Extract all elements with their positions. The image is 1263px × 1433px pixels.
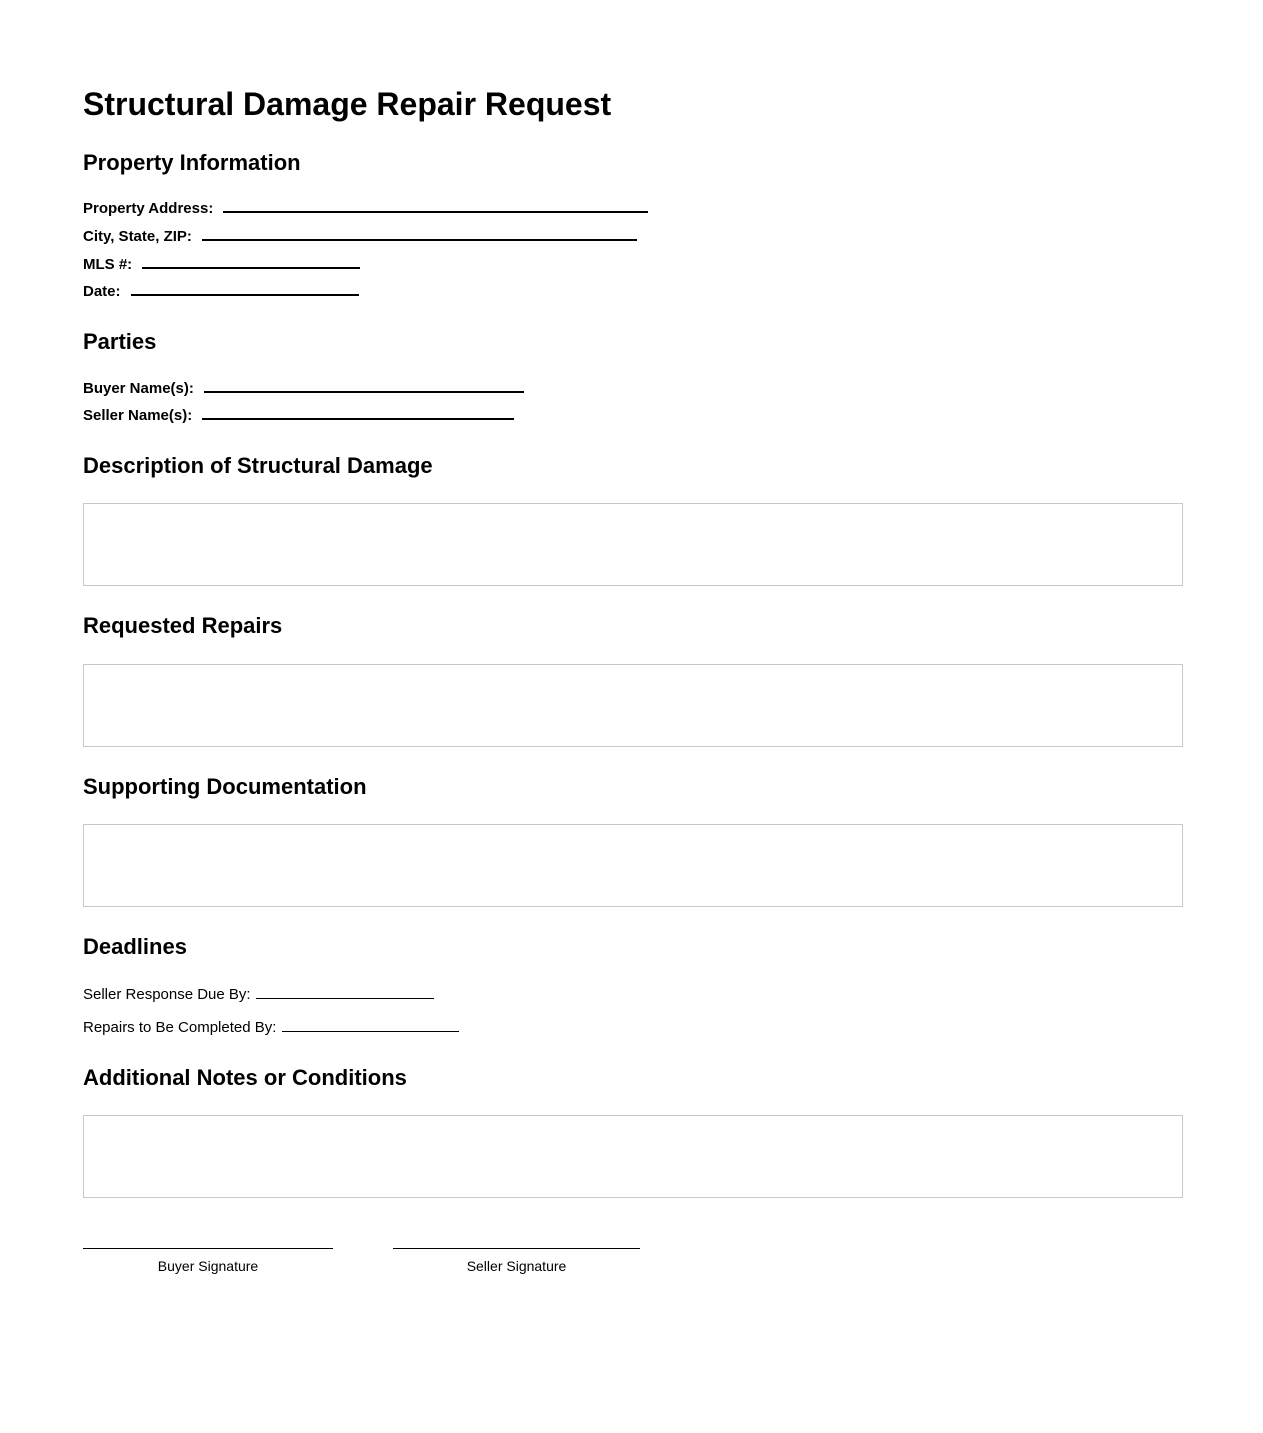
- document-content: [83, 86, 1183, 1275]
- seller-response-due-blank[interactable]: [256, 986, 434, 999]
- property-address-blank[interactable]: [223, 200, 648, 213]
- field-row-seller-response-due: [83, 985, 1183, 1005]
- requested-repairs-textbox[interactable]: [83, 664, 1183, 747]
- section-heading-supporting-documentation: Supporting Documentation: [83, 773, 367, 799]
- repairs-completed-by-blank[interactable]: [282, 1019, 459, 1032]
- section-heading-deadlines: Deadlines: [83, 934, 187, 960]
- field-row-buyer-name: [83, 380, 1183, 399]
- seller-response-due-label: Seller Response Due By:: [83, 985, 251, 1003]
- buyer-name-blank[interactable]: [204, 380, 524, 393]
- field-row-seller-name: [83, 407, 1183, 426]
- supporting-documentation-textbox[interactable]: [83, 824, 1183, 907]
- mls-number-blank[interactable]: [142, 256, 360, 269]
- mls-number-label: MLS #:: [83, 255, 133, 273]
- date-label: Date:: [83, 283, 121, 301]
- signature-row: [83, 1248, 1183, 1275]
- repairs-completed-by-label: Repairs to Be Completed By:: [83, 1019, 277, 1037]
- city-state-zip-label: City, State, ZIP:: [83, 227, 192, 245]
- section-heading-parties: Parties: [83, 329, 157, 355]
- buyer-signature-block: [83, 1248, 333, 1275]
- seller-signature-block: [393, 1248, 640, 1275]
- section-heading-property-information: Property Information: [83, 149, 301, 175]
- document-title: Structural Damage Repair Request: [83, 86, 612, 122]
- description-of-damage-textbox[interactable]: [83, 503, 1183, 586]
- field-row-repairs-completed-by: [83, 1018, 1183, 1038]
- buyer-name-label: Buyer Name(s):: [83, 379, 194, 397]
- buyer-signature-line[interactable]: [83, 1248, 333, 1249]
- section-heading-additional-notes: Additional Notes or Conditions: [83, 1064, 407, 1090]
- field-row-city-state-zip: [83, 228, 1183, 247]
- seller-name-blank[interactable]: [202, 407, 514, 420]
- date-blank[interactable]: [131, 283, 359, 296]
- seller-name-label: Seller Name(s):: [83, 407, 193, 425]
- seller-signature-label: Seller Signature: [466, 1258, 567, 1275]
- field-row-date: [83, 283, 1183, 302]
- buyer-signature-label: Buyer Signature: [157, 1258, 259, 1275]
- field-row-mls-number: [83, 256, 1183, 275]
- section-heading-requested-repairs: Requested Repairs: [83, 613, 283, 639]
- property-address-label: Property Address:: [83, 200, 214, 218]
- section-heading-description-of-damage: Description of Structural Damage: [83, 453, 433, 479]
- seller-signature-line[interactable]: [393, 1248, 640, 1249]
- additional-notes-textbox[interactable]: [83, 1115, 1183, 1198]
- field-row-property-address: [83, 200, 1183, 219]
- city-state-zip-blank[interactable]: [202, 228, 637, 241]
